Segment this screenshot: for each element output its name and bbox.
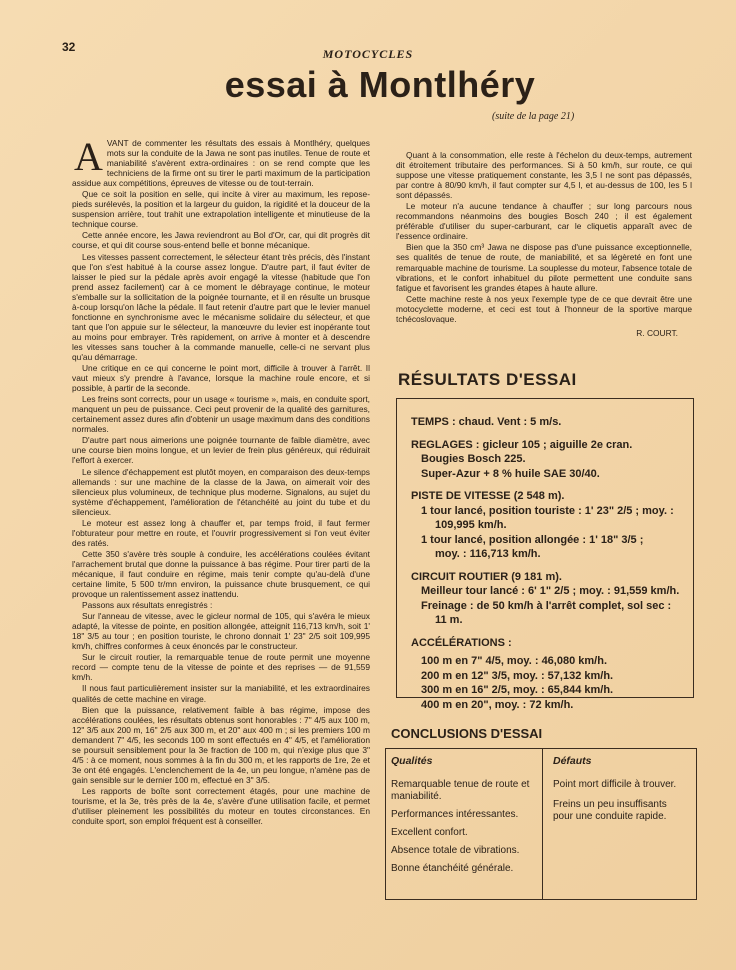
results-heading: RÉSULTATS D'ESSAI	[398, 370, 577, 389]
left-text-column	[72, 138, 370, 898]
paragraph: Bien que la puissance, relativement faible à bas régime, impose des accélérations coulées, les résultats obtenus sont honorables : 7" 4/5 aux 100 m, 12" 3/5 aux 200 m, 16" 2/5 aux 300 m, et 20" aux 400 m ; si les premiers 100 m demandent 7" 4/5, les seconds 100 m sont effectués en 4" 4/5, et l'amélioration se poursuit sensiblement pour la 3e fraction de 100 m, qui n'exige plus que 3" 4/5 : à ce moment, nous sommes à la fin du 300 m, et les rapports de 1re, 2e et 3e ont été engagés. L'enclenchement de la 4e, un peu longue, n'amène pas de gain sensible sur le dernier 100 m, effectué en 3" 3/5.	[72, 704, 370, 785]
braking-line: Freinage : de 50 km/h à l'arrêt complet, sol sec :	[421, 599, 672, 612]
fuel-line: Super-Azur + 8 % huile SAE 30/40.	[421, 467, 600, 480]
track-lap-prone-speed: moy. : 116,713 km/h.	[435, 548, 541, 560]
road-circuit-heading: CIRCUIT ROUTIER (9 181 m).	[411, 570, 562, 583]
best-lap-line: Meilleur tour lancé : 6' 1" 2/5 ; moy. : 91,559 km/h.	[421, 585, 680, 597]
paragraph: Passons aux résultats enregistrés :	[82, 600, 213, 611]
paragraph: Cette année encore, les Jawa reviendront au Bol d'Or, car, qui dit progrès dit course, et qui dit course sous-entend belle et bonne mécanique.	[72, 230, 370, 251]
acceleration-row: 100 m en 7" 4/5, moy. : 46,080 km/h.	[421, 655, 607, 667]
track-lap-prone: 1 tour lancé, position allongée : 1' 18" 3/5 ;	[421, 533, 644, 546]
defects-column	[553, 755, 689, 831]
track-heading: PISTE DE VITESSE (2 548 m).	[411, 490, 565, 502]
paragraph: Bien que la 350 cm³ Jawa ne dispose pas d'une puissance exceptionnelle, ses qualités de tenue de route, de maniabilité, et sa légèreté en font une remarquable machine de tourisme. La souplesse du moteur, l'absence totale de vibrations, et le confort inhabituel du pilote permettent une conduite sans fatigue et favorisent les grandes étapes à haute allure.	[396, 242, 692, 293]
acceleration-row: 300 m en 16" 2/5, moy. : 65,844 km/h.	[421, 684, 614, 696]
defects-heading: Défauts	[553, 755, 592, 767]
paragraph: D'autre part nous aimerions une poignée tournante de faible diamètre, avec une course bien moins longue, et un levier de frein plus généreux, qui réduirait l'effort à exercer.	[72, 435, 370, 466]
paragraph: Cette 350 s'avère très souple à conduire, les accélérations coulées évitant l'arrachement brutal que donne la puissance à bas régime. Pour tirer parti de la mécanique, il faut conduire en régime, mais tenir compte qu'au-delà d'une certaine limite, 5 500 tr/mn environ, la puissance chute brusquement, ce qui provoque un ralentissement assez inattendu.	[72, 548, 370, 600]
defect-item: Point mort difficile à trouver.	[553, 779, 677, 790]
track-lap-touring: 1 tour lancé, position touriste : 1' 23" 2/5 ; moy. :	[421, 504, 674, 517]
paragraph: Le silence d'échappement est plutôt moyen, en comparaison des deux-temps allemands : sur une machine de la classe de la Jawa, on aimerait voir des silencieux plus volumineux, de technique plus moderne. Signalons, au sujet du système d'échappement, l'amélioration de l'étanchéité au joint du tube et du silencieux.	[72, 466, 370, 517]
dropcap: A	[74, 138, 103, 179]
conclusions-heading: CONCLUSIONS D'ESSAI	[391, 726, 543, 741]
quality-item: Excellent confort.	[391, 827, 468, 838]
paragraph: Quant à la consommation, elle reste à l'échelon du deux-temps, autrement dit étroitement tributaire des performances. Si à 50 km/h, sur route, ce qui suppose une vitesse pratiquement constante, les 3,5 l ne sont pas dépassés, par contre à 80/90 km/h, il faut compter sur 4,5 l, et au-dessus de 100, les 5 l sont dépassés.	[396, 150, 692, 201]
results-box	[396, 398, 694, 711]
paragraph: Sur l'anneau de vitesse, avec le gicleur normal de 105, qui s'avéra le mieux adapté, la vitesse de pointe, en position allongée, atteignit 116,713 km/h, soit 1' 18" 3/5 au tour ; en position touriste, le chrono donnait 1' 23" 2/5 soit 109,995 km/h, chiffres conformes à ceux énoncés par le constructeur.	[72, 611, 370, 652]
quality-item: Bonne étanchéité générale.	[391, 863, 514, 874]
section-header: MOTOCYCLES	[322, 47, 414, 61]
page-number: 32	[62, 40, 76, 54]
braking-distance: 11 m.	[435, 614, 463, 626]
acceleration-heading: ACCÉLÉRATIONS :	[411, 636, 512, 649]
quality-item: Performances intéressantes.	[391, 809, 519, 820]
quality-item: Absence totale de vibrations.	[391, 845, 520, 856]
quality-item: Remarquable tenue de route et maniabilité.	[391, 779, 530, 802]
acceleration-row: 200 m en 12" 3/5, moy. : 57,132 km/h.	[421, 669, 614, 682]
qualities-heading: Qualités	[391, 755, 433, 767]
paragraph: Une critique en ce qui concerne le point mort, difficile à trouver à l'arrêt. Il vaut mieux s'y prendre à l'avance, lorsque la machine roule encore, et si possible, à partir de la seconde.	[72, 363, 370, 394]
conclusions-box	[385, 748, 697, 900]
paragraph: Le moteur n'a aucune tendance à chauffer ; sur long parcours nous recommandons néanmoins des bougies Bosch 240 ; il est également préférable d'utiliser du super-carburant, car le cliquetis apparaît avec de l'essence ordinaire.	[396, 201, 692, 242]
defect-item: Freins un peu insuffisants pour une conduite rapide.	[553, 799, 667, 822]
paragraph: Les rapports de boîte sont correctement étagés, pour une machine de tourisme, et la 3e, très près de la 4e, s'avère d'une utilisation facile, et permet d'utiliser pleinement les possibilités du moteur en toutes circonstances. En conduite sport, son emploi fréquent est à conseiller.	[72, 785, 370, 827]
paragraph: Sur le circuit routier, la remarquable tenue de route permit une moyenne record — compte tenu de la vitesse de pointe et des reprises — de 91,559 km/h.	[72, 652, 370, 683]
author-signature: R. COURT.	[636, 327, 678, 338]
article-title: essai à Montlhéry	[224, 64, 536, 105]
column-divider	[542, 749, 543, 899]
acceleration-row: 400 m en 20", moy. : 72 km/h.	[421, 698, 574, 711]
paragraph: Le moteur est assez long à chauffer et, par temps froid, il faut fermer l'obturateur pour mettre en route, et l'ouvrir progressivement si l'on veut éviter des ratés.	[72, 517, 370, 548]
paragraph: Que ce soit la position en selle, qui incite à virer au maximum, les repose-pieds surélevés, la position et la largeur du guidon, la rigidité et la douceur de la suspension arrière, tout trahit une extrapolation intelligente et minutieuse de la technique course.	[72, 189, 370, 230]
right-text-column	[396, 150, 692, 338]
qualities-column	[391, 755, 531, 881]
track-lap-touring-speed: 109,995 km/h.	[435, 519, 507, 531]
weather-line: TEMPS : chaud. Vent : 5 m/s.	[411, 416, 562, 428]
spark-plugs-line: Bougies Bosch 225.	[421, 453, 526, 465]
paragraph: Les vitesses passent correctement, le sélecteur étant très précis, dès l'instant que l'on s'est habitué à la course assez longue. D'autre part, il faut éviter de laisser le pied sur la pédale après avoir engagé la vitesse (habitude que l'on prend assez facilement) car à ce moment le débrayage continue, le moteur s'emballe sur la sollicitation de la poignée tournante, et il en résulte un brusque à-coup lorsqu'on lâche la pédale. Il faut retenir d'autre part que le levier manuel fonctionne en synchronisme avec le mécanisme solidaire du sélecteur, et que tant que l'on appuie sur le sélecteur, la manœuvre du levier est inopérante tout au moins pour embrayer. Très rapidement, on arrive à monter et à descendre les vitesses sans toucher à la commande manuelle, celle-ci ne servant plus qu'au démarrage.	[72, 251, 370, 362]
paragraph: Les freins sont corrects, pour un usage « tourisme », mais, en conduite sport, manquent un peu de puissance. Ceci peut provenir de la qualité des garnitures, certainement assez dures afin d'obtenir un usage maximum dans des conditions normales.	[72, 394, 370, 435]
paragraph: Cette machine reste à nos yeux l'exemple type de ce que devrait être une motocyclette moderne, et ceci est tout à l'honneur de la sportive marque tchécoslovaque.	[396, 293, 692, 324]
article-subtitle: (suite de la page 21)	[492, 111, 575, 122]
paragraph: Il nous faut particulièrement insister sur la maniabilité, et les extraordinaires qualités de cette machine en virage.	[72, 683, 370, 704]
paragraph: AVANT de commenter les résultats des essais à Montlhéry, quelques mots sur la conduite de la Jawa ne sont pas inutiles. Tenue de route et maniabilité s'avèrent extra-ordinaires : on se rend compte que les techniciens de la firme ont su tirer le parti maximum de la participation assidue aux compétitions, épreuves de vitesse ou de tout-terrain.	[72, 138, 370, 189]
settings-line: REGLAGES : gicleur 105 ; aiguille 2e cran.	[411, 438, 633, 451]
